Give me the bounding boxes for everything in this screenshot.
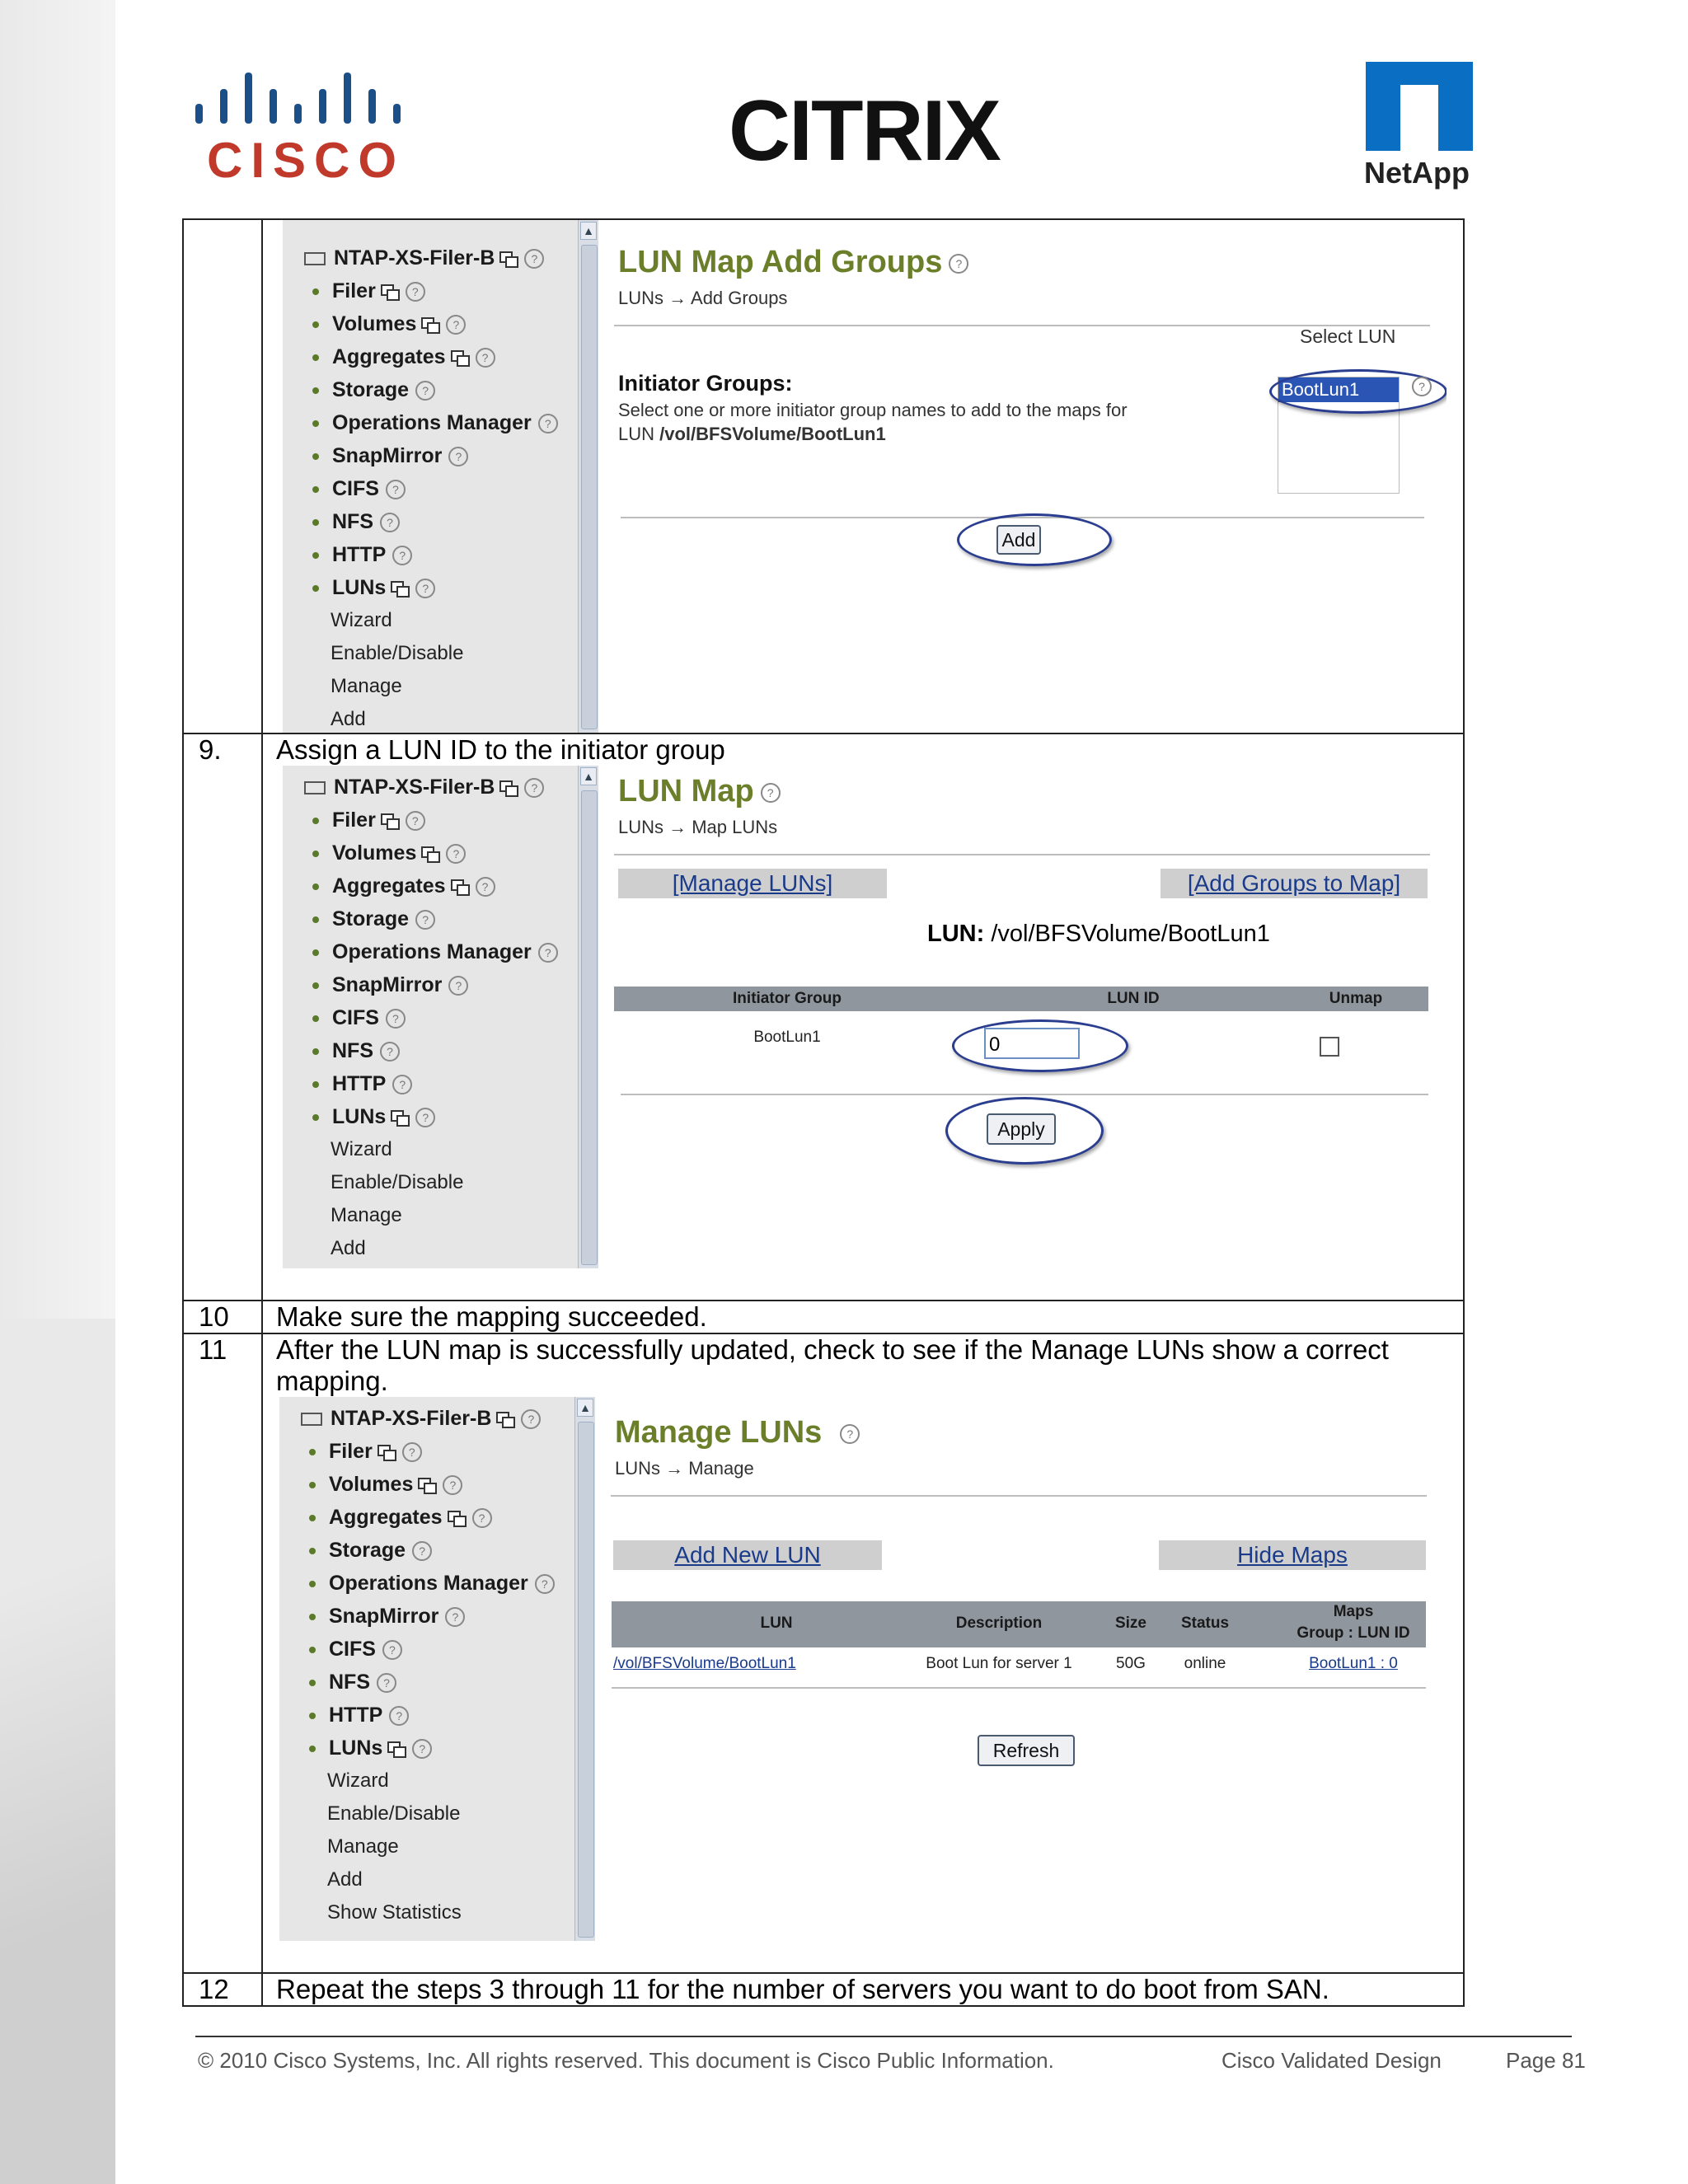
nav-sub-enable-disable[interactable]: Enable/Disable [331,1171,464,1193]
nav-sub-add[interactable]: Add [331,708,366,730]
nav-item-filer[interactable] [309,1440,422,1464]
step-number: 12 [183,1973,262,2006]
nav-sub-manage[interactable]: Manage [331,1204,402,1226]
initiator-groups-desc: Select one or more initiator group names to add to the maps for [618,400,1128,420]
bullet-icon [312,519,319,526]
nav-item-label: Storage [329,1539,406,1562]
nav-item-label: Filer [332,279,376,302]
help-icon[interactable]: ? [538,414,558,434]
cisco-bars-icon [195,73,393,124]
netapp-n-icon [1366,62,1473,151]
cisco-logo [192,73,406,188]
scroll-thumb[interactable] [578,1422,594,1938]
nav-item-operations-manager[interactable] [312,940,558,964]
nav-item-label: Operations Manager [332,411,532,434]
nav-sub-wizard[interactable]: Wizard [327,1769,389,1792]
step-text: Repeat the steps 3 through 11 for the number of servers you want to do boot from SAN. [276,1974,1329,2004]
bullet-icon [312,486,319,493]
step-content [262,1973,1464,2006]
step-number: 11 [183,1333,262,1973]
refresh-button[interactable]: Refresh [978,1735,1075,1766]
column-header: Description [955,1615,1043,1632]
nav-item-label: HTTP [329,1704,383,1727]
column-header: Initiator Group [733,990,842,1007]
help-icon[interactable]: ? [415,381,435,401]
help-icon[interactable]: ? [412,1739,432,1759]
nav-item-label: Filer [329,1440,373,1463]
breadcrumb: LUNs → Map LUNs [618,817,778,837]
lun-prefix: LUN [618,424,660,444]
footer-doc-name: Cisco Validated Design [1221,2048,1442,2073]
bullet-icon [312,982,319,989]
help-icon[interactable]: ? [389,1706,409,1726]
bullet-icon [312,883,319,890]
nav-item-label: LUNs [332,1105,387,1128]
help-icon[interactable]: ? [538,943,558,963]
nav-item-label: SnapMirror [332,444,443,467]
help-icon[interactable]: ? [392,1075,412,1094]
nav-item-label: HTTP [332,543,387,566]
bullet-icon [312,1015,319,1022]
nav-item-snapmirror[interactable] [312,973,468,997]
nav-item-volumes[interactable] [309,1473,462,1497]
help-icon: ? [524,249,544,269]
step-text: After the LUN map is successfully updated, check to see if the Manage LUNs show a correct mapping. [276,1334,1389,1396]
nav-sub-add[interactable]: Add [331,1237,366,1259]
left-margin-band [0,0,115,2184]
help-icon[interactable]: ? [380,1042,400,1062]
help-icon[interactable]: ? [445,1607,465,1627]
lun-heading-label: LUN: [927,921,985,947]
nav-item-aggregates[interactable] [312,874,495,898]
bullet-icon [312,1048,319,1055]
column-header: Size [1114,1615,1147,1632]
nav-item-aggregates[interactable] [309,1506,492,1530]
step-number [183,219,262,733]
bullet-icon [312,949,319,956]
netapp-logo [1366,62,1481,194]
bullet-icon [309,1581,316,1587]
help-icon[interactable]: ? [415,579,435,598]
table-row [183,733,1464,1301]
nav-item-filer[interactable] [312,808,425,832]
window-icon[interactable] [391,1110,409,1125]
bullet-icon [309,1449,316,1455]
nav-item-snapmirror[interactable] [312,444,468,468]
hide-maps-link[interactable]: Hide Maps [1159,1540,1426,1570]
page-title [618,774,781,809]
column-header: Unmap [1329,990,1383,1007]
help-icon[interactable]: ? [472,1508,492,1528]
window-icon[interactable] [387,1741,406,1756]
help-icon[interactable]: ? [1412,377,1432,396]
divider [611,1495,1427,1497]
nav-item-label: LUNs [329,1736,383,1760]
help-icon[interactable]: ? [386,1009,406,1029]
page-title [618,245,968,280]
page-title-text: LUN Map Add Groups [618,245,943,279]
nav-item-http[interactable] [312,1072,412,1096]
footer-divider [195,2036,1572,2037]
nav-item-label: Aggregates [332,874,446,898]
bullet-icon [312,387,319,394]
nav-item-cifs[interactable] [312,1006,406,1030]
bullet-icon [309,1482,316,1488]
description-cell: Boot Lun for server 1 [926,1655,1072,1672]
scroll-up-icon[interactable]: ▲ [580,767,597,785]
scroll-thumb[interactable] [581,790,598,1265]
window-icon [499,251,518,266]
window-icon[interactable] [391,581,409,596]
nav-sub-add[interactable]: Add [327,1868,363,1891]
column-header: Maps [1333,1603,1374,1620]
window-icon[interactable] [448,1511,466,1526]
bullet-icon [312,552,319,559]
breadcrumb: LUNs → Add Groups [618,288,788,308]
filer-icon [304,252,326,265]
bullet-icon [312,818,319,824]
window-icon[interactable] [451,879,469,894]
help-icon[interactable]: ? [761,783,781,803]
bullet-icon [309,1647,316,1653]
nav-panel [283,766,579,1268]
window-icon[interactable] [451,350,469,365]
nav-sub-enable-disable[interactable]: Enable/Disable [331,642,464,664]
table-row [183,1333,1464,1973]
divider [612,1687,1426,1689]
help-icon[interactable]: ? [406,811,425,831]
luns-table-header [612,1601,1426,1647]
nav-item-label: Storage [332,378,410,401]
luns-table-row [612,1649,1426,1679]
nav-item-cifs[interactable] [309,1638,402,1661]
bullet-icon [309,1680,316,1686]
nav-sub-wizard[interactable]: Wizard [331,609,392,631]
nav-item-label: NFS [329,1671,370,1694]
nav-filer-title [304,776,544,799]
step-content [262,1333,1464,1973]
window-icon [496,1412,514,1427]
column-header: LUN ID [1107,990,1160,1007]
highlight-ring [945,1097,1104,1165]
nav-filer-name: NTAP-XS-Filer-B [331,1407,492,1430]
nav-item-label: LUNs [332,576,387,599]
nav-item-http[interactable] [309,1704,409,1727]
map-link[interactable]: BootLun1 : 0 [1309,1655,1398,1672]
status-cell: online [1184,1655,1226,1672]
bullet-icon [309,1515,316,1521]
page-title-text: LUN Map [618,774,754,808]
nav-sub-manage[interactable]: Manage [327,1835,399,1858]
window-icon[interactable] [381,813,399,828]
nav-item-label: Volumes [329,1473,414,1496]
step-text: Assign a LUN ID to the initiator group [276,734,725,765]
nav-item-label: Volumes [332,841,417,865]
nav-item-label: SnapMirror [332,973,443,996]
nav-item-storage[interactable] [309,1539,432,1563]
table-row [183,219,1464,733]
nav-panel [283,220,579,733]
help-icon[interactable]: ? [415,1108,435,1127]
nav-sub-manage[interactable]: Manage [331,675,402,697]
step-content [262,1301,1464,1333]
bullet-icon [312,851,319,857]
window-icon[interactable] [377,1445,396,1460]
screenshot-lun-map [276,766,1447,1268]
window-icon[interactable] [421,317,439,332]
step-content [262,219,1464,733]
initiator-groups-desc-lun [618,424,886,445]
add-button[interactable]: Add [996,525,1041,555]
lun-heading-path: /vol/BFSVolume/BootLun1 [991,921,1270,947]
highlight-ring [957,513,1112,566]
nav-filer-title [304,246,544,270]
filer-icon [301,1413,322,1426]
nav-item-label: NFS [332,510,373,533]
nav-item-label: NFS [332,1039,373,1062]
select-lun-label: Select LUN [1300,326,1396,347]
initiator-group-cell: BootLun1 [753,1029,821,1046]
nav-sub-show-statistics[interactable]: Show Statistics [327,1901,462,1924]
window-icon[interactable] [418,1478,436,1493]
screenshot-manage-luns [273,1397,1443,1941]
help-icon[interactable]: ? [380,513,400,532]
nav-item-storage[interactable] [312,907,435,931]
nav-item-aggregates[interactable] [312,345,495,369]
filer-icon [304,781,326,794]
nav-item-snapmirror[interactable] [309,1605,465,1629]
bullet-icon [309,1614,316,1620]
nav-sub-wizard[interactable]: Wizard [331,1138,392,1160]
bullet-icon [312,420,319,427]
nav-item-label: Operations Manager [332,940,532,963]
left-margin-shade [0,1319,115,2184]
nav-item-luns[interactable] [312,576,435,600]
nav-panel [279,1397,576,1941]
lun-path: /vol/BFSVolume/BootLun1 [659,424,886,444]
step-text: Make sure the mapping succeeded. [276,1301,707,1332]
bullet-icon [312,288,319,295]
bullet-icon [312,1081,319,1088]
help-icon[interactable]: ? [406,282,425,302]
footer-copyright: © 2010 Cisco Systems, Inc. All rights reserved. This document is Cisco Public Information. [198,2048,1054,2073]
unmap-checkbox[interactable] [1320,1037,1339,1057]
help-icon[interactable]: ? [377,1673,396,1693]
initiator-groups-heading: Initiator Groups: [618,371,793,396]
nav-item-label: Volumes [332,312,417,335]
help-icon[interactable]: ? [386,480,406,499]
nav-item-label: Operations Manager [329,1572,528,1595]
nav-item-nfs[interactable] [312,510,400,534]
highlight-ring [952,1019,1128,1072]
map-table-header [614,987,1428,1011]
help-icon[interactable]: ? [448,447,468,466]
nav-item-filer[interactable] [312,279,425,303]
lun-path-link[interactable]: /vol/BFSVolume/BootLun1 [613,1655,796,1672]
help-icon[interactable]: ? [415,910,435,930]
bullet-icon [312,916,319,923]
step-content [262,733,1464,1301]
nav-sub-enable-disable[interactable]: Enable/Disable [327,1802,461,1825]
help-icon[interactable]: ? [446,844,466,864]
nav-item-label: CIFS [332,1006,379,1029]
help-icon[interactable]: ? [412,1541,432,1561]
nav-item-cifs[interactable] [312,477,406,501]
nav-item-label: CIFS [329,1638,376,1661]
window-icon[interactable] [421,846,439,861]
table-row [183,1973,1464,2006]
help-icon: ? [521,1409,541,1429]
nav-item-label: Aggregates [332,345,446,368]
divider [614,854,1430,855]
nav-item-volumes[interactable] [312,841,466,865]
screenshot-lun-map-add-groups [276,220,1447,733]
manage-luns-link[interactable]: [Manage LUNs] [618,869,887,898]
nav-scrollbar[interactable] [578,220,598,733]
window-icon [499,780,518,795]
page-title-text: Manage LUNs [615,1415,823,1450]
scroll-up-icon[interactable]: ▲ [580,222,597,240]
steps-table [182,218,1465,2007]
nav-item-label: Storage [332,907,410,930]
nav-item-operations-manager[interactable] [312,411,558,435]
column-header: LUN [760,1615,793,1632]
apply-button[interactable]: Apply [987,1113,1056,1145]
help-icon[interactable]: ? [535,1574,555,1594]
lun-id-value: 0 [989,1033,1001,1056]
nav-scrollbar[interactable] [578,766,598,1268]
help-icon[interactable]: ? [443,1475,462,1495]
nav-filer-name: NTAP-XS-Filer-B [334,246,495,269]
lun-heading [927,921,1270,948]
nav-item-label: Filer [332,808,376,832]
nav-item-nfs[interactable] [312,1039,400,1063]
nav-item-label: Aggregates [329,1506,443,1529]
nav-item-label: SnapMirror [329,1605,439,1628]
help-icon[interactable]: ? [840,1424,860,1444]
bullet-icon [312,453,319,460]
nav-filer-title [301,1407,541,1431]
scroll-up-icon[interactable]: ▲ [577,1399,593,1417]
netapp-wordmark: NetApp [1364,156,1470,190]
page-title [615,1415,860,1451]
nav-item-operations-manager[interactable] [309,1572,555,1596]
nav-item-http[interactable] [312,543,412,567]
nav-item-label: HTTP [332,1072,387,1095]
bullet-icon [312,354,319,361]
cisco-wordmark: CISCO [207,133,406,188]
footer-page-number: Page 81 [1506,2048,1586,2073]
help-icon[interactable]: ? [476,348,495,368]
help-icon[interactable]: ? [392,546,412,565]
bullet-icon [309,1548,316,1554]
nav-filer-name: NTAP-XS-Filer-B [334,776,495,799]
divider [621,1094,1428,1095]
step-number: 9. [183,733,262,1301]
bullet-icon [312,1114,319,1121]
scroll-thumb[interactable] [581,245,598,729]
help-icon[interactable]: ? [448,976,468,996]
help-icon[interactable]: ? [402,1442,422,1462]
help-icon: ? [524,778,544,798]
size-cell: 50G [1116,1655,1146,1672]
help-icon[interactable]: ? [446,315,466,335]
nav-scrollbar[interactable] [574,1397,595,1941]
nav-item-luns[interactable] [312,1105,435,1129]
nav-item-storage[interactable] [312,378,435,402]
bullet-icon [309,1713,316,1719]
lun-listbox-selected[interactable]: BootLun1 [1278,377,1399,402]
add-new-lun-link[interactable]: Add New LUN [613,1540,882,1570]
nav-item-nfs[interactable] [309,1671,396,1694]
nav-item-luns[interactable] [309,1736,432,1760]
step-number: 10 [183,1301,262,1333]
nav-item-volumes[interactable] [312,312,466,336]
nav-item-label: CIFS [332,477,379,500]
citrix-logo: CITRIX [729,83,1000,179]
breadcrumb: LUNs → Manage [615,1458,754,1479]
help-icon[interactable]: ? [382,1640,402,1660]
bullet-icon [312,321,319,328]
add-groups-to-map-link[interactable]: [Add Groups to Map] [1160,869,1428,898]
bullet-icon [312,585,319,592]
table-row [183,1301,1464,1333]
column-header: Group : LUN ID [1296,1624,1410,1642]
help-icon[interactable]: ? [476,877,495,897]
window-icon[interactable] [381,284,399,299]
column-header: Status [1180,1615,1230,1632]
bullet-icon [309,1746,316,1752]
help-icon[interactable]: ? [949,254,968,274]
